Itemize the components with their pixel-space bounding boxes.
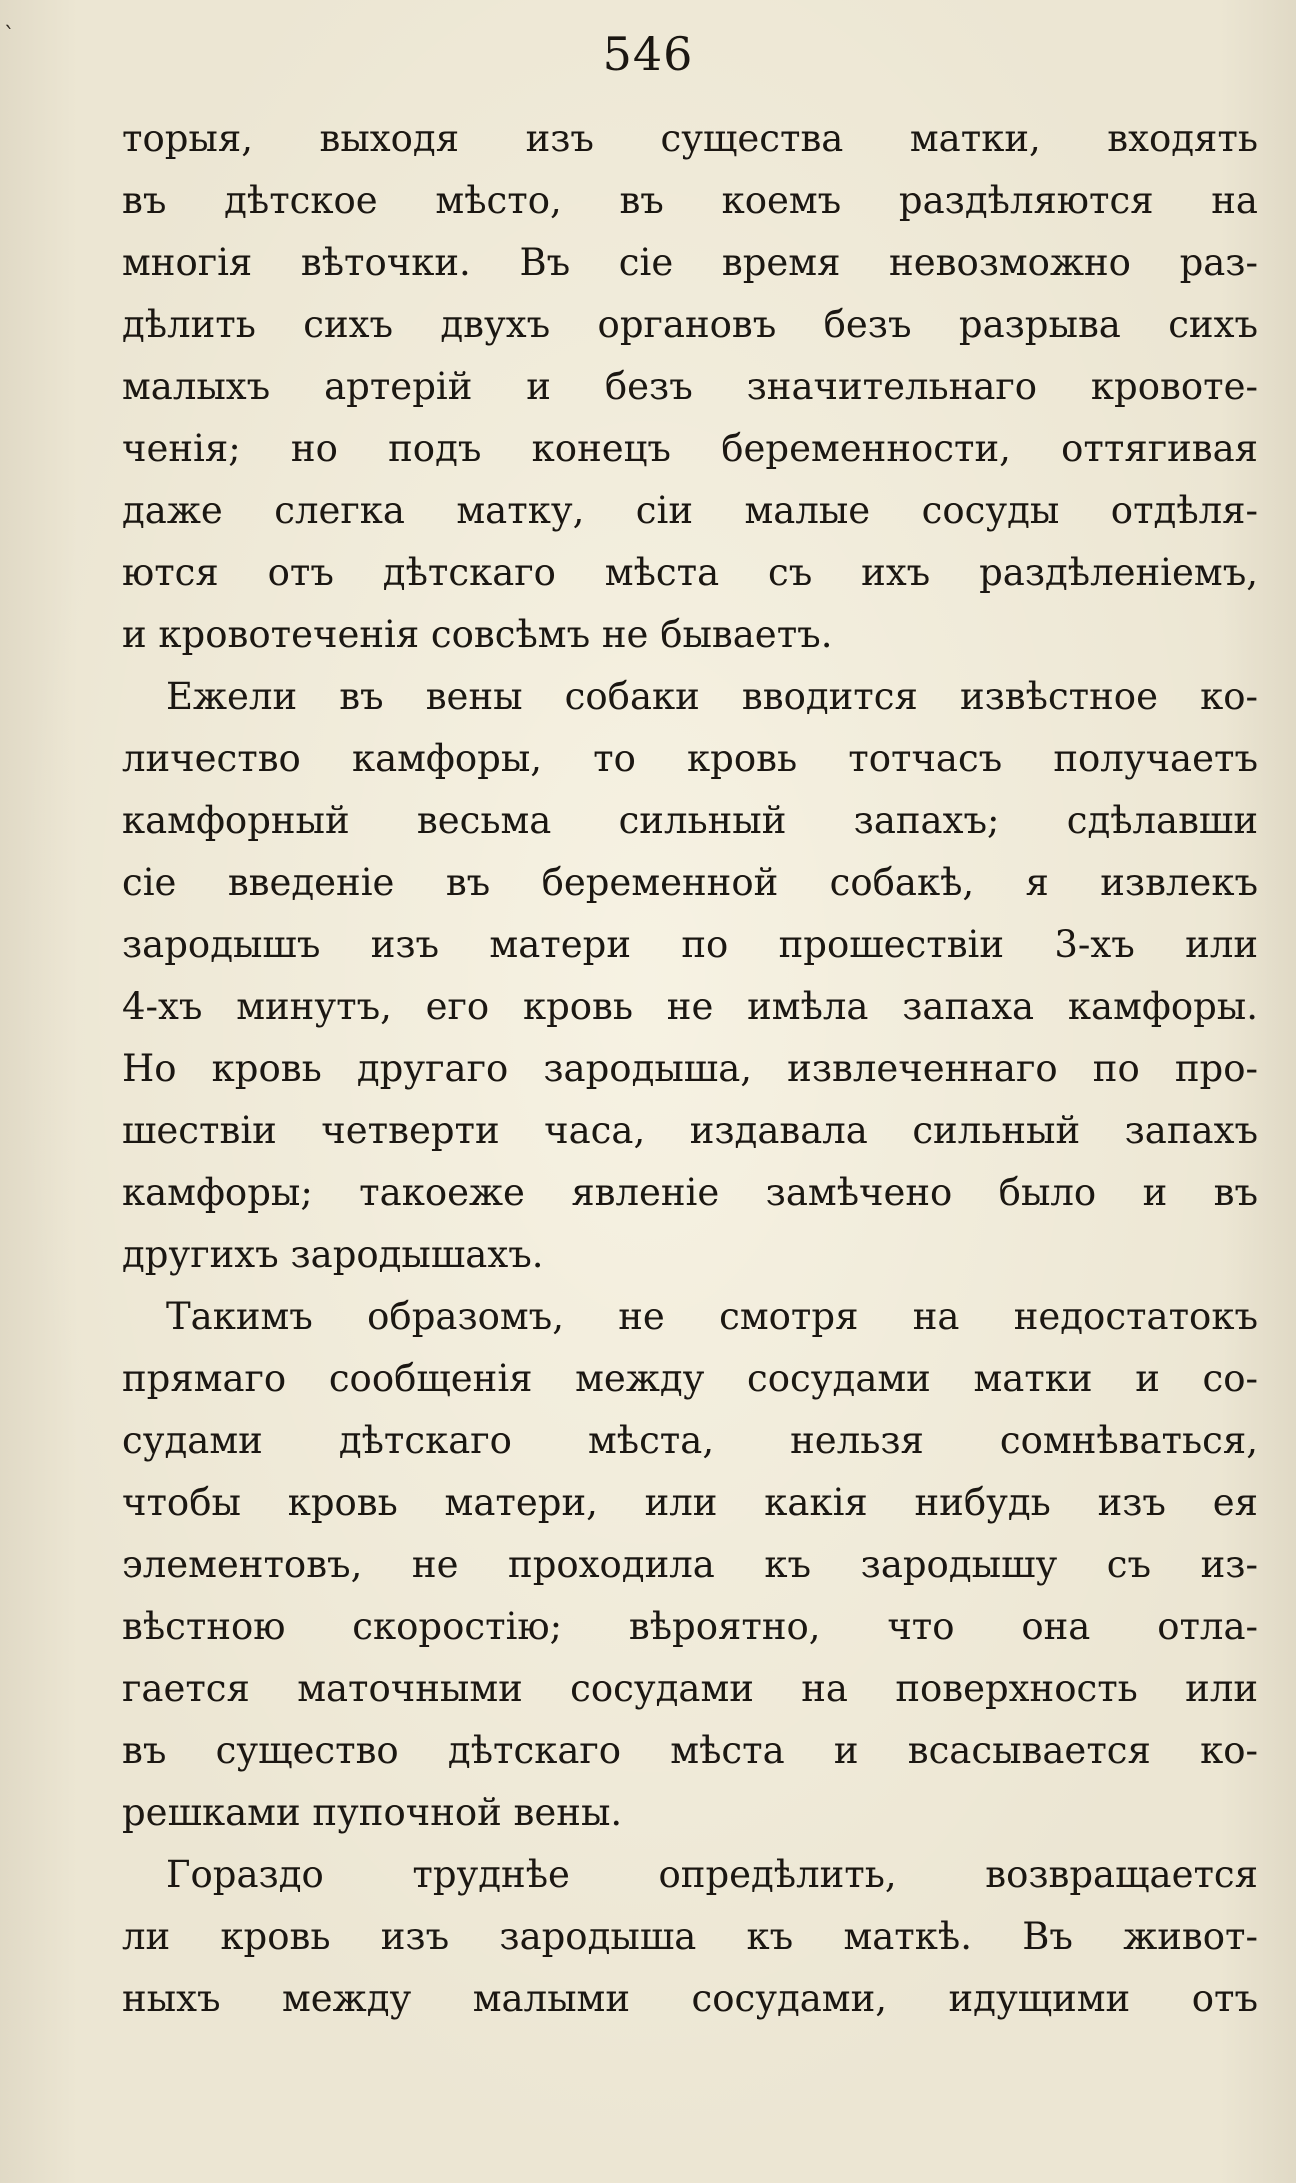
text-line: решками пупочной вены. [122,1791,623,1834]
text-line: въ дѣтское мѣсто, въ коемъ раздѣляются на [122,179,1258,222]
text-line: ли кровь изъ зародыша къ маткѣ. Въ живот- [122,1915,1258,1958]
text-line: торыя, выходя изъ существа матки, входять [122,117,1258,160]
text-line: личество камфоры, то кровь тотчасъ получаетъ [122,737,1258,780]
text-line: шествіи четверти часа, издавала сильный запахъ [122,1109,1258,1152]
text-line: Ежели въ вены собаки вводится извѣстное ко- [166,675,1258,718]
paragraph-4 [122,1844,1258,2030]
text-line: въ существо дѣтскаго мѣста и всасывается ко- [122,1729,1258,1772]
paragraph-3 [122,1286,1258,1844]
body-text [122,108,1258,2030]
text-line: сіе введеніе въ беременной собакѣ, я извлекъ [122,861,1258,904]
text-line: и кровотеченія совсѣмъ не бываетъ. [122,613,833,656]
text-line: многія вѣточки. Въ сіе время невозможно раз- [122,241,1258,284]
text-line: Такимъ образомъ, не смотря на недостатокъ [166,1295,1258,1338]
text-line: камфорный весьма сильный запахъ; сдѣлавши [122,799,1258,842]
text-line: судами дѣтскаго мѣста, нельзя сомнѣваться, [122,1419,1258,1462]
text-line: вѣстною скоростію; вѣроятно, что она отла- [122,1605,1258,1648]
text-line: Но кровь другаго зародыша, извлеченнаго по про- [122,1047,1258,1090]
text-line: ныхъ между малыми сосудами, идущими отъ [122,1977,1258,2020]
text-line: ченія; но подъ конецъ беременности, оттягивая [122,427,1258,470]
text-line: прямаго сообщенія между сосудами матки и со- [122,1357,1258,1400]
text-line: Гораздо труднѣе опредѣлить, возвращается [166,1853,1258,1896]
text-line: гается маточными сосудами на поверхность или [122,1667,1258,1710]
text-line: 4-хъ минутъ, его кровь не имѣла запаха камфоры. [122,985,1258,1028]
paragraph-2 [122,666,1258,1286]
text-line: ются отъ дѣтскаго мѣста съ ихъ раздѣленіемъ, [122,551,1258,594]
margin-mark: ` [4,24,15,49]
text-line: элементовъ, не проходила къ зародышу съ из- [122,1543,1258,1586]
text-line: другихъ зародышахъ. [122,1233,544,1276]
text-line: чтобы кровь матери, или какія нибудь изъ ея [122,1481,1258,1524]
text-line: дѣлить сихъ двухъ органовъ безъ разрыва сихъ [122,303,1258,346]
text-line: камфоры; такоеже явленіе замѣчено было и въ [122,1171,1258,1214]
paragraph-1 [122,108,1258,666]
text-line: даже слегка матку, сіи малые сосуды отдѣля- [122,489,1258,532]
page-number: 546 [602,27,694,81]
text-line: зародышъ изъ матери по прошествіи 3-хъ или [122,923,1258,966]
text-line: малыхъ артерій и безъ значительнаго кровоте- [122,365,1258,408]
